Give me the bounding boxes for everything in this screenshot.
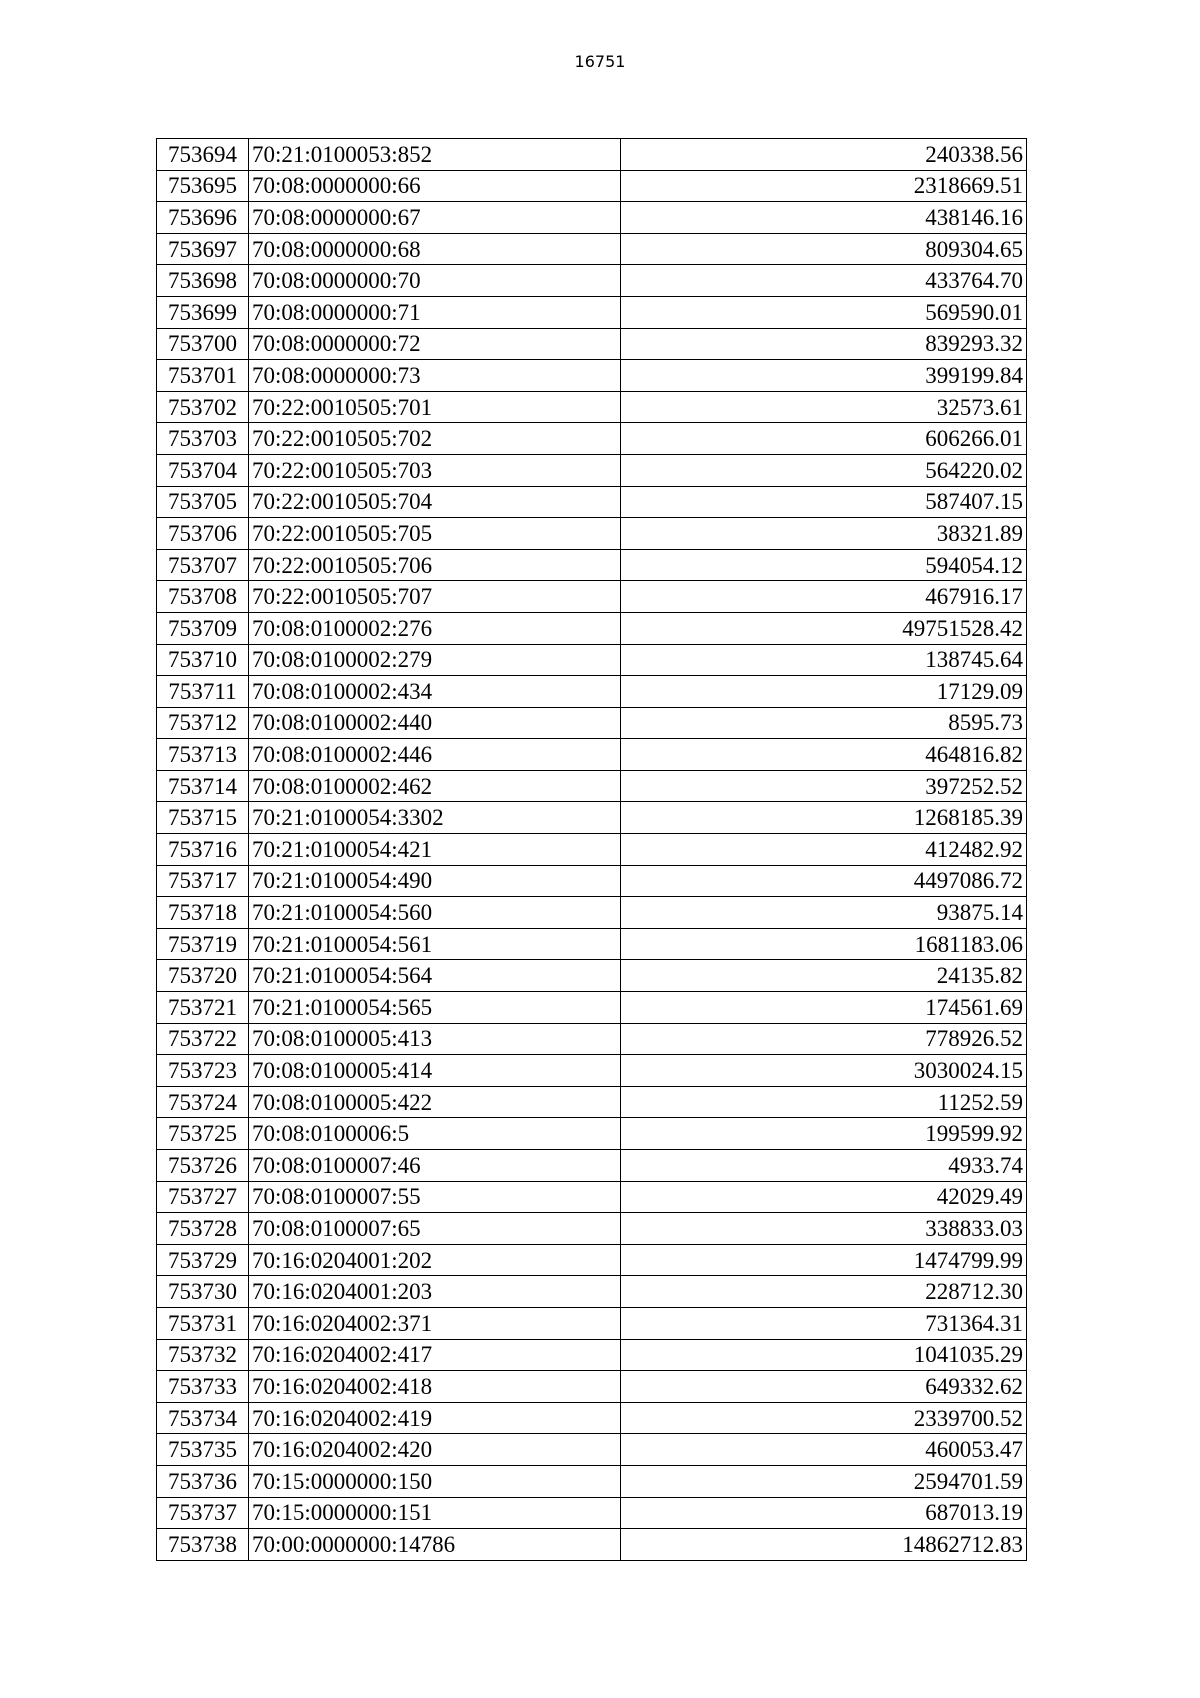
table-row [157,423,1027,455]
cadastral-value: 17129.09 [621,676,1027,708]
cadastral-value: 3030024.15 [621,1055,1027,1087]
row-number: 753727 [157,1181,249,1213]
cadastral-value: 11252.59 [621,1086,1027,1118]
cadastral-value: 42029.49 [621,1181,1027,1213]
row-number: 753720 [157,960,249,992]
cadastral-number: 70:08:0100007:65 [249,1213,621,1245]
cadastral-value: 32573.61 [621,391,1027,423]
table-row [157,1529,1027,1561]
row-number: 753705 [157,486,249,518]
cadastral-value: 4933.74 [621,1150,1027,1182]
table-row [157,1086,1027,1118]
cadastral-value: 2339700.52 [621,1402,1027,1434]
row-number: 753698 [157,265,249,297]
cadastral-number: 70:15:0000000:150 [249,1465,621,1497]
table-row [157,265,1027,297]
cadastral-value: 4497086.72 [621,865,1027,897]
row-number: 753712 [157,707,249,739]
table-row [157,486,1027,518]
cadastral-value: 397252.52 [621,770,1027,802]
row-number: 753703 [157,423,249,455]
table-row [157,770,1027,802]
cadastral-number: 70:08:0000000:73 [249,360,621,392]
cadastral-value: 839293.32 [621,328,1027,360]
cadastral-value: 1041035.29 [621,1339,1027,1371]
cadastral-value: 93875.14 [621,897,1027,929]
table-row [157,739,1027,771]
cadastral-number: 70:21:0100054:565 [249,992,621,1024]
cadastral-value: 587407.15 [621,486,1027,518]
row-number: 753707 [157,549,249,581]
cadastral-value: 778926.52 [621,1023,1027,1055]
row-number: 753718 [157,897,249,929]
row-number: 753695 [157,170,249,202]
cadastral-value: 338833.03 [621,1213,1027,1245]
table-row [157,1434,1027,1466]
table-row [157,707,1027,739]
cadastral-number: 70:08:0100007:46 [249,1150,621,1182]
cadastral-value: 228712.30 [621,1276,1027,1308]
page-number: 16751 [574,52,626,71]
table-row [157,518,1027,550]
cadastral-number: 70:16:0204002:417 [249,1339,621,1371]
table-row [157,139,1027,171]
row-number: 753696 [157,202,249,234]
row-number: 753721 [157,992,249,1024]
row-number: 753709 [157,612,249,644]
cadastral-number: 70:22:0010505:701 [249,391,621,423]
cadastral-number: 70:16:0204001:202 [249,1244,621,1276]
cadastral-number: 70:21:0100054:490 [249,865,621,897]
cadastral-value: 174561.69 [621,992,1027,1024]
cadastral-number: 70:08:0100002:279 [249,644,621,676]
row-number: 753738 [157,1529,249,1561]
cadastral-value: 649332.62 [621,1371,1027,1403]
cadastral-value-table [156,138,1027,1561]
table-row [157,644,1027,676]
cadastral-value: 606266.01 [621,423,1027,455]
row-number: 753697 [157,233,249,265]
row-number: 753699 [157,296,249,328]
cadastral-number: 70:08:0100005:422 [249,1086,621,1118]
cadastral-value: 49751528.42 [621,612,1027,644]
cadastral-value: 2318669.51 [621,170,1027,202]
table-row [157,391,1027,423]
cadastral-number: 70:15:0000000:151 [249,1497,621,1529]
cadastral-number: 70:21:0100054:564 [249,960,621,992]
row-number: 753736 [157,1465,249,1497]
table-row [157,328,1027,360]
cadastral-value: 438146.16 [621,202,1027,234]
table-row [157,1244,1027,1276]
row-number: 753694 [157,139,249,171]
row-number: 753708 [157,581,249,613]
row-number: 753704 [157,454,249,486]
row-number: 753719 [157,928,249,960]
cadastral-number: 70:08:0100006:5 [249,1118,621,1150]
cadastral-value: 464816.82 [621,739,1027,771]
row-number: 753706 [157,518,249,550]
cadastral-number: 70:16:0204002:420 [249,1434,621,1466]
cadastral-value: 14862712.83 [621,1529,1027,1561]
cadastral-value: 460053.47 [621,1434,1027,1466]
cadastral-number: 70:08:0000000:72 [249,328,621,360]
cadastral-number: 70:00:0000000:14786 [249,1529,621,1561]
row-number: 753729 [157,1244,249,1276]
table-row [157,960,1027,992]
table-row [157,1118,1027,1150]
table-row [157,676,1027,708]
cadastral-number: 70:22:0010505:705 [249,518,621,550]
cadastral-number: 70:08:0100005:414 [249,1055,621,1087]
cadastral-number: 70:16:0204002:371 [249,1307,621,1339]
row-number: 753725 [157,1118,249,1150]
table-row [157,802,1027,834]
cadastral-number: 70:08:0100002:440 [249,707,621,739]
table-row [157,865,1027,897]
cadastral-value: 138745.64 [621,644,1027,676]
cadastral-number: 70:08:0100002:462 [249,770,621,802]
table-row [157,170,1027,202]
row-number: 753715 [157,802,249,834]
row-number: 753714 [157,770,249,802]
table-row [157,1307,1027,1339]
row-number: 753726 [157,1150,249,1182]
table-row [157,928,1027,960]
table-row [157,612,1027,644]
table-row [157,992,1027,1024]
cadastral-number: 70:08:0100002:446 [249,739,621,771]
row-number: 753733 [157,1371,249,1403]
row-number: 753713 [157,739,249,771]
table-row [157,1150,1027,1182]
row-number: 753702 [157,391,249,423]
cadastral-value: 433764.70 [621,265,1027,297]
cadastral-number: 70:08:0000000:66 [249,170,621,202]
cadastral-number: 70:22:0010505:703 [249,454,621,486]
table-row [157,202,1027,234]
cadastral-number: 70:16:0204002:419 [249,1402,621,1434]
table-row [157,454,1027,486]
cadastral-value: 412482.92 [621,834,1027,866]
row-number: 753731 [157,1307,249,1339]
cadastral-number: 70:08:0100002:434 [249,676,621,708]
table-row [157,1181,1027,1213]
table-row [157,1023,1027,1055]
cadastral-value: 2594701.59 [621,1465,1027,1497]
cadastral-number: 70:21:0100054:561 [249,928,621,960]
row-number: 753716 [157,834,249,866]
cadastral-number: 70:21:0100054:560 [249,897,621,929]
cadastral-value: 8595.73 [621,707,1027,739]
cadastral-value: 24135.82 [621,960,1027,992]
table-body [157,139,1027,1561]
cadastral-value: 569590.01 [621,296,1027,328]
cadastral-number: 70:08:0000000:68 [249,233,621,265]
table-row [157,1371,1027,1403]
row-number: 753728 [157,1213,249,1245]
cadastral-value: 467916.17 [621,581,1027,613]
cadastral-number: 70:08:0100007:55 [249,1181,621,1213]
cadastral-number: 70:08:0000000:67 [249,202,621,234]
cadastral-value: 399199.84 [621,360,1027,392]
row-number: 753710 [157,644,249,676]
table-row [157,1339,1027,1371]
row-number: 753732 [157,1339,249,1371]
cadastral-number: 70:16:0204001:203 [249,1276,621,1308]
cadastral-number: 70:08:0000000:70 [249,265,621,297]
cadastral-number: 70:21:0100054:3302 [249,802,621,834]
table-row [157,1276,1027,1308]
cadastral-value: 240338.56 [621,139,1027,171]
row-number: 753711 [157,676,249,708]
row-number: 753701 [157,360,249,392]
row-number: 753730 [157,1276,249,1308]
row-number: 753737 [157,1497,249,1529]
table-row [157,581,1027,613]
cadastral-number: 70:08:0100005:413 [249,1023,621,1055]
table-row [157,1055,1027,1087]
table-row [157,296,1027,328]
cadastral-value: 594054.12 [621,549,1027,581]
cadastral-value: 687013.19 [621,1497,1027,1529]
table-row [157,1402,1027,1434]
row-number: 753700 [157,328,249,360]
cadastral-value: 731364.31 [621,1307,1027,1339]
row-number: 753735 [157,1434,249,1466]
table-row [157,233,1027,265]
cadastral-value: 809304.65 [621,233,1027,265]
row-number: 753734 [157,1402,249,1434]
table-row [157,1465,1027,1497]
cadastral-value: 38321.89 [621,518,1027,550]
cadastral-number: 70:08:0100002:276 [249,612,621,644]
cadastral-number: 70:22:0010505:707 [249,581,621,613]
cadastral-value: 1268185.39 [621,802,1027,834]
row-number: 753717 [157,865,249,897]
row-number: 753723 [157,1055,249,1087]
table-row [157,1213,1027,1245]
cadastral-number: 70:21:0100053:852 [249,139,621,171]
table-row [157,549,1027,581]
table-row [157,360,1027,392]
cadastral-value: 1681183.06 [621,928,1027,960]
cadastral-value: 1474799.99 [621,1244,1027,1276]
table-row [157,834,1027,866]
cadastral-number: 70:22:0010505:704 [249,486,621,518]
row-number: 753722 [157,1023,249,1055]
cadastral-number: 70:21:0100054:421 [249,834,621,866]
cadastral-number: 70:08:0000000:71 [249,296,621,328]
cadastral-value: 564220.02 [621,454,1027,486]
cadastral-number: 70:22:0010505:706 [249,549,621,581]
cadastral-number: 70:16:0204002:418 [249,1371,621,1403]
cadastral-value: 199599.92 [621,1118,1027,1150]
cadastral-number: 70:22:0010505:702 [249,423,621,455]
table-row [157,897,1027,929]
table-row [157,1497,1027,1529]
row-number: 753724 [157,1086,249,1118]
